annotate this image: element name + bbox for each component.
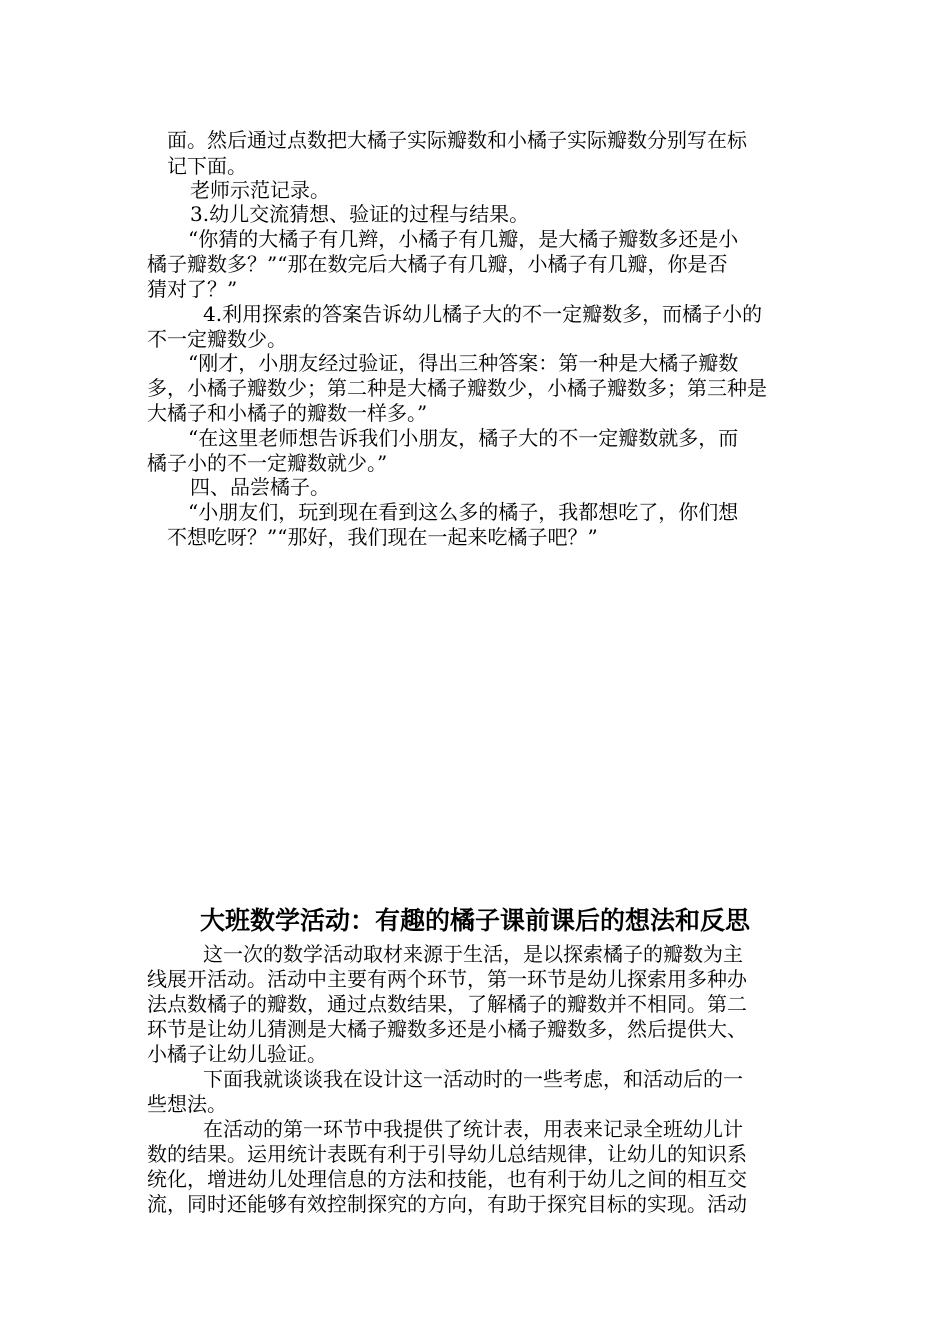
text-line: 不想吃呀？”“那好，我们现在一起来吃橘子吧？” [167, 525, 598, 549]
text-line: 小橘子让幼儿验证。 [147, 1042, 327, 1066]
text-line: 在活动的第一环节中我提供了统计表，用表来记录全班幼儿计 [203, 1117, 743, 1141]
text-line: “刚才，小朋友经过验证，得出三种答案：第一种是大橘子瓣数 [188, 351, 739, 375]
text-line: 多，小橘子瓣数少；第二种是大橘子瓣数少，小橘子瓣数多；第三种是 [147, 376, 767, 400]
text-line: 橘子小的不一定瓣数就少。” [147, 451, 388, 475]
text-line: 老师示范记录。 [190, 178, 330, 202]
article-title: 大班数学活动：有趣的橘子课前课后的想法和反思 [199, 906, 750, 935]
text-line: 3.幼儿交流猜想、验证的过程与结果。 [190, 202, 530, 226]
text-line: 法点数橘子的瓣数，通过点数结果，了解橘子的瓣数并不相同。第二 [147, 992, 747, 1016]
text-line: 流，同时还能够有效控制探究的方向，有助于探究目标的实现。活动 [147, 1192, 747, 1216]
text-line: 环节是让幼儿猜测是大橘子瓣数多还是小橘子瓣数多，然后提供大、 [147, 1017, 747, 1041]
text-line: 面。然后通过点数把大橘子实际瓣数和小橘子实际瓣数分别写在标 [167, 128, 747, 152]
text-line: 不一定瓣数少。 [147, 327, 287, 351]
text-line: 些想法。 [147, 1092, 227, 1116]
text-line: “小朋友们，玩到现在看到这么多的橘子，我都想吃了，你们想 [188, 500, 739, 524]
text-line: 大橘子和小橘子的瓣数一样多。” [147, 401, 428, 425]
text-line: 四、品尝橘子。 [190, 475, 330, 499]
text-line: 线展开活动。活动中主要有两个环节，第一环节是幼儿探索用多种办 [147, 967, 747, 991]
text-line: 下面我就谈谈我在设计这一活动时的一些考虑，和活动后的一 [203, 1067, 743, 1091]
text-line: 数的结果。运用统计表既有利于引导幼儿总结规律，让幼儿的知识系 [147, 1142, 747, 1166]
text-line: 统化，增进幼儿处理信息的方法和技能，也有利于幼儿之间的相互交 [147, 1167, 747, 1191]
text-line: 这一次的数学活动取材来源于生活，是以探索橘子的瓣数为主 [203, 942, 743, 966]
text-line: “你猜的大橘子有几辫，小橘子有几瓣，是大橘子瓣数多还是小 [188, 227, 739, 251]
text-line: 橘子瓣数多？”“那在数完后大橘子有几瓣，小橘子有几瓣，你是否 [147, 252, 728, 276]
text-line: 记下面。 [167, 154, 247, 178]
text-line: 猜对了？” [147, 277, 238, 301]
text-line: 4.利用探索的答案告诉幼儿橘子大的不一定瓣数多，而橘子小的 [203, 302, 763, 326]
text-line: “在这里老师想告诉我们小朋友，橘子大的不一定瓣数就多，而 [188, 426, 739, 450]
